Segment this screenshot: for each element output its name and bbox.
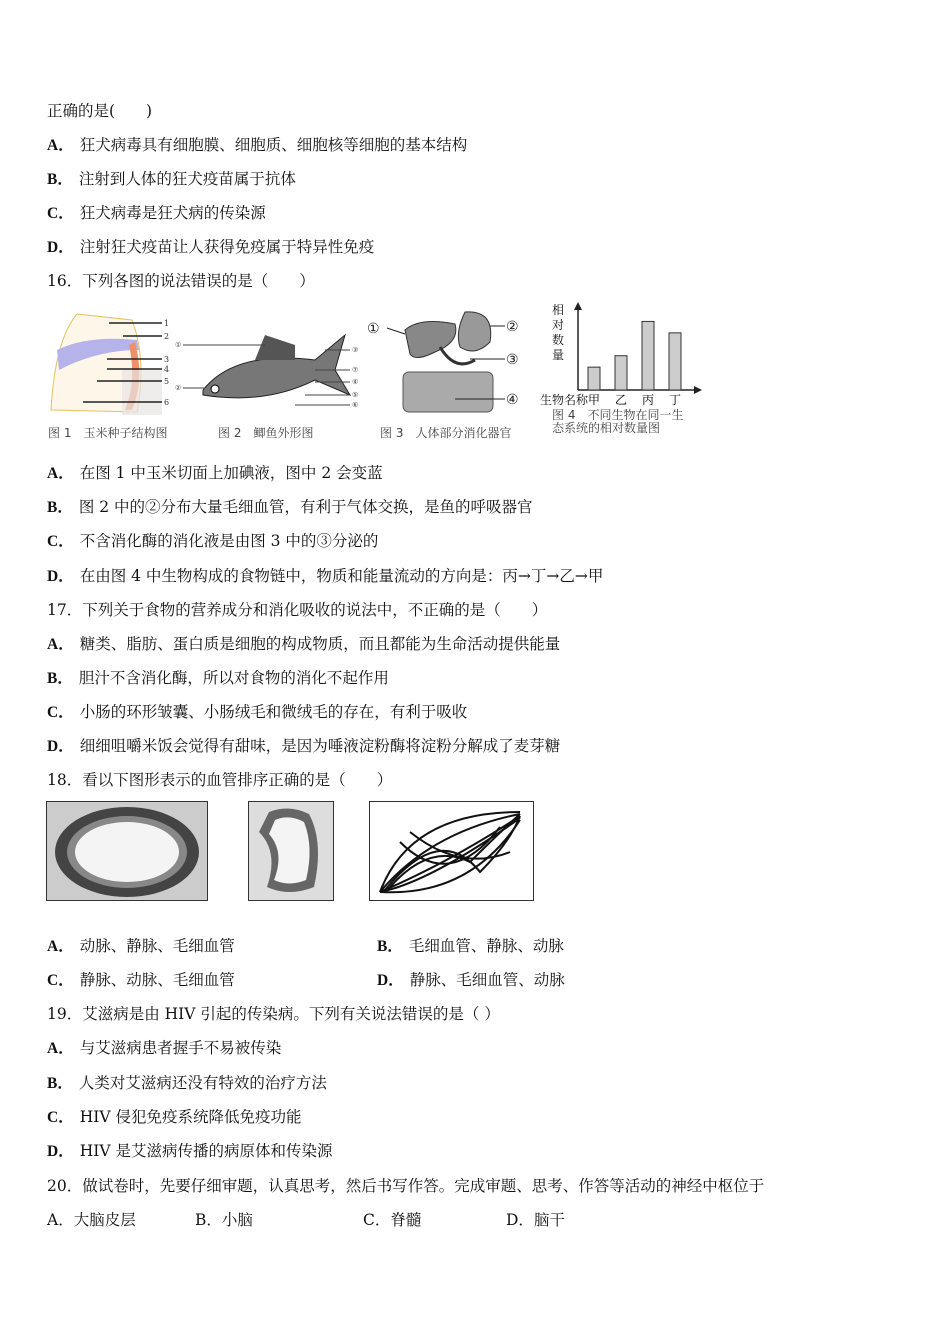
- q17-option-a: [47, 627, 560, 661]
- fig4-xlabel: 生物名称: [540, 393, 589, 407]
- bar-丙: [642, 321, 654, 390]
- digestive-drawing: [365, 302, 525, 417]
- option-label: C．: [47, 533, 74, 550]
- q19-option-a: [47, 1031, 281, 1065]
- option-text: 小肠的环形皱囊、小肠绒毛和微绒毛的存在，有利于吸收: [79, 703, 468, 721]
- fig2-label: ①: [175, 341, 182, 349]
- vessel-image-artery: [46, 801, 208, 901]
- option-text: 脑干: [533, 1211, 565, 1229]
- option-label: B．: [47, 670, 73, 687]
- q17-stem: 17．下列关于食物的营养成分和消化吸收的说法中，不正确的是（ ）: [47, 601, 548, 619]
- option-label: D．: [47, 1143, 74, 1160]
- q20-option-c: [363, 1203, 421, 1237]
- fig1-label: 2: [164, 332, 170, 341]
- option-label: B．: [47, 499, 73, 516]
- option-text: 胆汁不含消化酶，所以对食物的消化不起作用: [78, 669, 389, 687]
- bar-丁: [669, 333, 681, 390]
- fig2-label: ③: [352, 346, 359, 354]
- option-label: B．: [377, 938, 403, 955]
- fig2-label: ④: [352, 378, 359, 386]
- q16-option-b: [47, 490, 533, 524]
- q20-option-a: [47, 1203, 136, 1237]
- fish-figure: [175, 325, 365, 420]
- option-label: D．: [377, 972, 404, 989]
- q18-option-c: [47, 963, 235, 997]
- fig1-label: 3: [164, 355, 170, 364]
- option-text: 动脉、静脉、毛细血管: [79, 937, 235, 955]
- q18-option-a: [47, 929, 235, 963]
- relative-quantity-chart: [538, 300, 703, 410]
- vessel-image-capillary: [369, 801, 534, 901]
- option-text: 糖类、脂肪、蛋白质是细胞的构成物质，而且都能为生命活动提供能量: [79, 635, 561, 653]
- option-text: 狂犬病毒是狂犬病的传染源: [79, 204, 266, 222]
- q19-option-d: [47, 1134, 332, 1168]
- q17-option-d: [47, 729, 560, 763]
- fig4-caption: [552, 409, 683, 435]
- option-text: 图 2 中的②分布大量毛细血管，有利于气体交换，是鱼的呼吸器官: [78, 498, 533, 516]
- q20-stem: 20．做试卷时，先要仔细审题，认真思考，然后书写作答。完成审题、思考、作答等活动的神经中枢位于: [47, 1177, 765, 1195]
- q15-option-c: [47, 196, 266, 230]
- option-label: B．: [195, 1211, 222, 1229]
- option-text: 在图 1 中玉米切面上加碘液，图中 2 会变蓝: [79, 464, 383, 482]
- digestive-organs-figure: [365, 302, 525, 417]
- option-label: D．: [47, 568, 74, 585]
- option-label: C．: [47, 205, 74, 222]
- q20-option-b: [195, 1203, 253, 1237]
- corn-seed-figure: [47, 310, 177, 420]
- option-text: 注射狂犬疫苗让人获得免疫属于特异性免疫: [79, 238, 375, 256]
- category-label: 甲: [588, 393, 601, 407]
- q15-stem: 正确的是( ): [47, 102, 153, 120]
- fig2-label: ⑦: [352, 366, 359, 374]
- option-text: 静脉、毛细血管、动脉: [409, 971, 565, 989]
- option-text: 注射到人体的狂犬疫苗属于抗体: [78, 170, 296, 188]
- category-label: 丙: [642, 393, 655, 407]
- option-text: HIV 侵犯免疫系统降低免疫功能: [79, 1108, 302, 1126]
- option-text: 毛细血管、静脉、动脉: [408, 937, 564, 955]
- option-text: 人类对艾滋病还没有特效的治疗方法: [78, 1074, 327, 1092]
- fig2-label: ⑤: [352, 391, 359, 399]
- fig3-label: ①: [367, 321, 380, 337]
- q16-option-d: [47, 559, 603, 593]
- q19-option-b: [47, 1066, 327, 1100]
- option-text: HIV 是艾滋病传播的病原体和传染源: [79, 1142, 333, 1160]
- fig3-caption: 图 3 人体部分消化器官: [380, 426, 512, 440]
- option-text: 小脑: [221, 1211, 253, 1229]
- fig2-label: ②: [175, 384, 182, 392]
- option-text: 不含消化酶的消化液是由图 3 中的③分泌的: [79, 532, 379, 550]
- option-text: 细细咀嚼米饭会觉得有甜味，是因为唾液淀粉酶将淀粉分解成了麦芽糖: [79, 737, 561, 755]
- fig2-caption: 图 2 鲫鱼外形图: [218, 426, 314, 440]
- q18-option-b: [377, 929, 564, 963]
- option-text: 与艾滋病患者握手不易被传染: [79, 1039, 282, 1057]
- option-label: A．: [47, 636, 74, 653]
- fig2-label: ⑥: [352, 401, 359, 409]
- option-label: D．: [506, 1211, 534, 1229]
- option-label: A．: [47, 1040, 74, 1057]
- fig4-caption-line: 图 4 不同生物在同一生: [552, 408, 684, 422]
- q15-option-d: [47, 230, 374, 264]
- option-label: A．: [47, 465, 74, 482]
- bar-甲: [588, 367, 600, 390]
- q18-option-d: [377, 963, 565, 997]
- fig3-label: ②: [506, 319, 519, 335]
- fig3-label: ③: [506, 352, 519, 368]
- category-label: 丁: [669, 393, 682, 407]
- corn-seed-drawing: [47, 310, 177, 420]
- category-label: 乙: [615, 393, 628, 407]
- bar-乙: [615, 356, 627, 390]
- fig1-label: 5: [164, 377, 170, 386]
- fig3-label: ④: [506, 392, 519, 408]
- q20-option-d: [506, 1203, 565, 1237]
- fig1-label: 6: [164, 398, 170, 407]
- option-label: D．: [47, 239, 74, 256]
- q19-stem: 19．艾滋病是由 HIV 引起的传染病。下列有关说法错误的是（ ）: [47, 1005, 500, 1023]
- fig4-ylabel: 相对数量: [552, 303, 565, 362]
- fig1-label: 4: [164, 365, 170, 374]
- q17-option-c: [47, 695, 467, 729]
- option-label: C．: [47, 1109, 74, 1126]
- q16-option-a: [47, 456, 383, 490]
- option-label: C．: [47, 704, 74, 721]
- option-label: A．: [47, 938, 74, 955]
- fish-drawing: [175, 325, 365, 420]
- option-text: 狂犬病毒具有细胞膜、细胞质、细胞核等细胞的基本结构: [79, 136, 468, 154]
- fig1-caption: 图 1 玉米种子结构图: [48, 426, 168, 440]
- option-text: 静脉、动脉、毛细血管: [79, 971, 235, 989]
- option-label: C．: [47, 972, 74, 989]
- vessel-image-vein: [248, 801, 334, 901]
- option-text: 大脑皮层: [73, 1211, 136, 1229]
- q18-stem: 18．看以下图形表示的血管排序正确的是（ ）: [47, 771, 393, 789]
- option-label: A．: [47, 137, 74, 154]
- fig4-caption-line: 态系统的相对数量图: [552, 421, 661, 435]
- q17-option-b: [47, 661, 389, 695]
- option-text: 在由图 4 中生物构成的食物链中，物质和能量流动的方向是：丙→丁→乙→甲: [79, 567, 604, 585]
- q15-option-a: [47, 128, 467, 162]
- q16-option-c: [47, 524, 378, 558]
- option-label: B．: [47, 1075, 73, 1092]
- option-label: C．: [363, 1211, 391, 1229]
- option-label: A．: [47, 1211, 74, 1229]
- option-label: B．: [47, 171, 73, 188]
- option-label: D．: [47, 738, 74, 755]
- q19-option-c: [47, 1100, 301, 1134]
- q15-option-b: [47, 162, 296, 196]
- fig1-label: 1: [164, 319, 170, 328]
- option-text: 脊髓: [390, 1211, 422, 1229]
- q16-stem: 16．下列各图的说法错误的是（ ）: [47, 272, 315, 290]
